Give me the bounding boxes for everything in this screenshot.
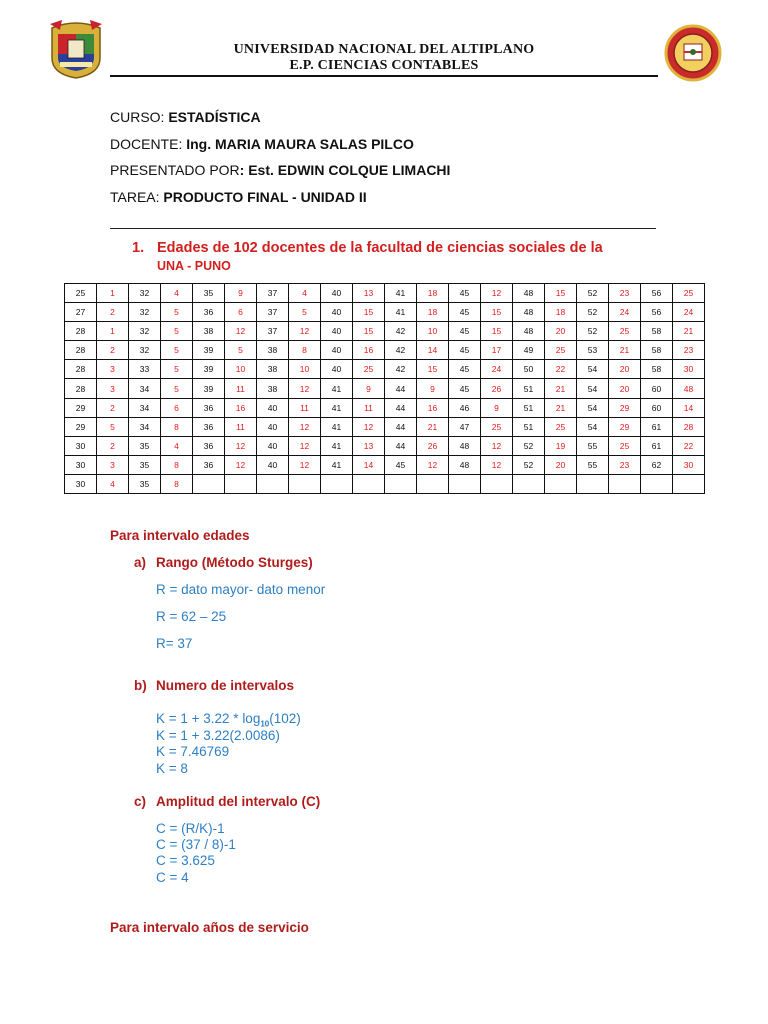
table-cell: 20 xyxy=(545,455,577,474)
table-cell: 12 xyxy=(481,455,513,474)
table-cell: 3 xyxy=(97,455,129,474)
table-row xyxy=(65,360,705,379)
course-label: CURSO: xyxy=(110,109,169,125)
table-cell: 25 xyxy=(545,417,577,436)
table-cell: 26 xyxy=(417,436,449,455)
table-cell: 25 xyxy=(609,436,641,455)
formula-line: C = (R/K)-1 xyxy=(156,821,225,836)
table-cell: 51 xyxy=(513,417,545,436)
table-cell: 23 xyxy=(609,455,641,474)
table-cell: 24 xyxy=(673,303,705,322)
table-cell: 14 xyxy=(353,455,385,474)
table-cell: 11 xyxy=(289,398,321,417)
table-cell: 40 xyxy=(321,284,353,303)
table-cell: 6 xyxy=(225,303,257,322)
table-row xyxy=(65,303,705,322)
table-cell: 61 xyxy=(641,417,673,436)
table-cell: 3 xyxy=(97,360,129,379)
faculty-seal-icon xyxy=(664,24,722,82)
table-cell: 51 xyxy=(513,379,545,398)
table-cell: 12 xyxy=(481,284,513,303)
table-cell: 38 xyxy=(257,360,289,379)
table-cell: 45 xyxy=(449,341,481,360)
table-cell: 49 xyxy=(513,341,545,360)
table-cell: 44 xyxy=(385,436,417,455)
table-cell: 45 xyxy=(449,360,481,379)
table-cell: 27 xyxy=(65,303,97,322)
table-cell: 46 xyxy=(449,398,481,417)
section-heading-ages: Para intervalo edades xyxy=(110,528,250,543)
table-cell: 36 xyxy=(193,303,225,322)
table-cell: 18 xyxy=(417,303,449,322)
table-cell: 34 xyxy=(129,379,161,398)
table-cell: 10 xyxy=(225,360,257,379)
table-row xyxy=(65,398,705,417)
table-cell: 37 xyxy=(257,303,289,322)
table-cell: 21 xyxy=(417,417,449,436)
table-cell: 15 xyxy=(481,303,513,322)
table-cell: 14 xyxy=(417,341,449,360)
table-cell xyxy=(353,474,385,493)
table-cell: 28 xyxy=(673,417,705,436)
table-cell: 42 xyxy=(385,322,417,341)
table-cell: 4 xyxy=(161,436,193,455)
table-cell xyxy=(449,474,481,493)
table-cell xyxy=(545,474,577,493)
table-cell: 30 xyxy=(65,455,97,474)
table-cell: 52 xyxy=(577,303,609,322)
table-cell: 25 xyxy=(609,322,641,341)
table-cell: 52 xyxy=(577,284,609,303)
table-cell: 62 xyxy=(641,455,673,474)
table-cell xyxy=(513,474,545,493)
table-cell: 10 xyxy=(289,360,321,379)
table-cell: 41 xyxy=(321,398,353,417)
table-cell: 15 xyxy=(481,322,513,341)
table-cell xyxy=(321,474,353,493)
table-cell: 48 xyxy=(449,455,481,474)
item-label: b) xyxy=(134,678,147,693)
table-cell: 11 xyxy=(353,398,385,417)
table-cell: 15 xyxy=(545,284,577,303)
table-cell: 5 xyxy=(225,341,257,360)
table-cell: 9 xyxy=(481,398,513,417)
table-cell: 15 xyxy=(417,360,449,379)
item-label: c) xyxy=(134,794,147,809)
table-cell: 12 xyxy=(289,379,321,398)
formula-line: K = 7.46769 xyxy=(156,744,230,759)
table-cell: 12 xyxy=(289,436,321,455)
table-cell: 44 xyxy=(385,417,417,436)
table-cell: 13 xyxy=(353,436,385,455)
table-cell: 60 xyxy=(641,398,673,417)
table-cell: 12 xyxy=(225,322,257,341)
table-cell: 5 xyxy=(161,360,193,379)
table-cell: 54 xyxy=(577,417,609,436)
table-cell: 41 xyxy=(321,417,353,436)
table-cell: 1 xyxy=(97,322,129,341)
course-value: ESTADÍSTICA xyxy=(168,109,261,125)
table-cell: 38 xyxy=(257,341,289,360)
table-cell: 25 xyxy=(353,360,385,379)
table-cell: 29 xyxy=(65,398,97,417)
table-cell: 12 xyxy=(225,455,257,474)
table-cell: 45 xyxy=(449,303,481,322)
table-cell: 54 xyxy=(577,360,609,379)
task-label: TAREA: xyxy=(110,189,164,205)
table-row xyxy=(65,379,705,398)
table-cell xyxy=(417,474,449,493)
formula-line: R= 37 xyxy=(156,636,193,651)
table-cell: 41 xyxy=(385,303,417,322)
table-cell: 8 xyxy=(161,474,193,493)
table-cell: 9 xyxy=(417,379,449,398)
table-cell: 40 xyxy=(257,417,289,436)
table-cell: 32 xyxy=(129,322,161,341)
table-cell: 21 xyxy=(609,341,641,360)
table-cell: 48 xyxy=(513,303,545,322)
table-cell: 35 xyxy=(193,284,225,303)
course-line xyxy=(110,109,261,125)
table-row xyxy=(65,417,705,436)
table-cell: 34 xyxy=(129,417,161,436)
table-cell xyxy=(641,474,673,493)
table-cell: 39 xyxy=(193,360,225,379)
table-cell xyxy=(225,474,257,493)
item-label: a) xyxy=(134,555,147,570)
table-cell: 15 xyxy=(353,322,385,341)
table-cell: 41 xyxy=(321,379,353,398)
formula-part: (102) xyxy=(269,711,301,726)
table-cell: 28 xyxy=(65,322,97,341)
table-cell: 13 xyxy=(353,284,385,303)
table-cell: 25 xyxy=(481,417,513,436)
table-cell xyxy=(193,474,225,493)
table-cell: 37 xyxy=(257,284,289,303)
table-cell: 32 xyxy=(129,284,161,303)
question-subtitle: UNA - PUNO xyxy=(157,259,231,273)
table-cell: 36 xyxy=(193,417,225,436)
table-cell xyxy=(673,474,705,493)
table-cell: 3 xyxy=(97,379,129,398)
table-cell: 11 xyxy=(225,417,257,436)
table-cell xyxy=(577,474,609,493)
question-title xyxy=(132,240,603,257)
table-cell: 60 xyxy=(641,379,673,398)
table-cell: 15 xyxy=(353,303,385,322)
table-cell: 12 xyxy=(289,417,321,436)
table-cell: 18 xyxy=(545,303,577,322)
teacher-line xyxy=(110,136,414,152)
table-cell: 32 xyxy=(129,303,161,322)
table-cell: 45 xyxy=(385,455,417,474)
table-cell: 4 xyxy=(289,284,321,303)
table-cell xyxy=(385,474,417,493)
table-cell: 61 xyxy=(641,436,673,455)
task-value: PRODUCTO FINAL - UNIDAD II xyxy=(163,189,367,205)
table-cell: 29 xyxy=(609,417,641,436)
table-cell: 21 xyxy=(673,322,705,341)
table-cell: 40 xyxy=(321,322,353,341)
table-cell: 52 xyxy=(513,436,545,455)
table-cell: 23 xyxy=(609,284,641,303)
table-cell: 40 xyxy=(321,303,353,322)
university-crest-icon xyxy=(46,18,106,80)
presented-label: PRESENTADO POR xyxy=(110,162,240,178)
table-cell: 40 xyxy=(257,455,289,474)
table-cell: 28 xyxy=(65,379,97,398)
item-title: Amplitud del intervalo (C) xyxy=(156,794,321,809)
table-cell: 44 xyxy=(385,379,417,398)
table-cell: 34 xyxy=(129,398,161,417)
table-cell: 6 xyxy=(161,398,193,417)
table-cell: 48 xyxy=(673,379,705,398)
table-row xyxy=(65,436,705,455)
table-cell: 41 xyxy=(321,436,353,455)
table-cell: 36 xyxy=(193,455,225,474)
table-cell xyxy=(257,474,289,493)
table-cell: 5 xyxy=(97,417,129,436)
table-cell: 2 xyxy=(97,436,129,455)
table-cell: 2 xyxy=(97,341,129,360)
table-cell: 5 xyxy=(161,322,193,341)
formula-subscript: 10 xyxy=(260,719,270,729)
table-cell: 40 xyxy=(321,341,353,360)
table-cell: 8 xyxy=(289,341,321,360)
table-cell: 22 xyxy=(673,436,705,455)
table-cell: 14 xyxy=(673,398,705,417)
table-cell: 32 xyxy=(129,341,161,360)
table-cell: 12 xyxy=(225,436,257,455)
table-cell: 52 xyxy=(577,322,609,341)
table-cell: 54 xyxy=(577,398,609,417)
table-cell: 40 xyxy=(257,436,289,455)
item-title: Numero de intervalos xyxy=(156,678,295,693)
header-divider xyxy=(110,75,658,77)
table-cell: 12 xyxy=(481,436,513,455)
table-cell: 25 xyxy=(673,284,705,303)
table-cell: 25 xyxy=(545,341,577,360)
table-cell: 4 xyxy=(97,474,129,493)
item-title: Rango (Método Sturges) xyxy=(156,555,313,570)
task-line xyxy=(110,189,367,205)
table-cell: 33 xyxy=(129,360,161,379)
table-cell: 39 xyxy=(193,341,225,360)
table-cell: 56 xyxy=(641,303,673,322)
table-cell: 35 xyxy=(129,474,161,493)
table-cell: 41 xyxy=(321,455,353,474)
table-cell: 1 xyxy=(97,284,129,303)
table-cell: 37 xyxy=(257,322,289,341)
question-number: 1. xyxy=(132,240,145,256)
table-row xyxy=(65,284,705,303)
formula-line: R = 62 – 25 xyxy=(156,609,227,624)
table-cell: 48 xyxy=(449,436,481,455)
table-cell: 19 xyxy=(545,436,577,455)
table-row xyxy=(65,322,705,341)
table-cell: 54 xyxy=(577,379,609,398)
table-cell: 58 xyxy=(641,341,673,360)
table-cell: 5 xyxy=(161,379,193,398)
table-cell: 21 xyxy=(545,398,577,417)
table-cell: 41 xyxy=(385,284,417,303)
table-cell: 25 xyxy=(65,284,97,303)
table-cell: 35 xyxy=(129,455,161,474)
formula-line: C = (37 / 8)-1 xyxy=(156,837,236,852)
table-cell: 29 xyxy=(65,417,97,436)
table-cell: 39 xyxy=(193,379,225,398)
table-row xyxy=(65,455,705,474)
formula-line: K = 1 + 3.22(2.0086) xyxy=(156,728,280,743)
ages-table xyxy=(64,283,705,494)
table-cell: 2 xyxy=(97,398,129,417)
table-cell: 8 xyxy=(161,455,193,474)
table-cell: 5 xyxy=(161,303,193,322)
table-cell: 50 xyxy=(513,360,545,379)
table-cell: 12 xyxy=(289,455,321,474)
table-cell: 24 xyxy=(481,360,513,379)
table-cell: 42 xyxy=(385,360,417,379)
table-cell: 30 xyxy=(65,474,97,493)
table-cell: 5 xyxy=(289,303,321,322)
table-cell: 21 xyxy=(545,379,577,398)
table-cell: 16 xyxy=(225,398,257,417)
table-cell: 9 xyxy=(353,379,385,398)
info-divider xyxy=(110,228,656,229)
teacher-value: Ing. MARIA MAURA SALAS PILCO xyxy=(186,136,414,152)
table-cell: 36 xyxy=(193,398,225,417)
table-cell: 4 xyxy=(161,284,193,303)
document-header xyxy=(0,0,768,90)
table-cell xyxy=(481,474,513,493)
table-cell xyxy=(609,474,641,493)
table-cell: 42 xyxy=(385,341,417,360)
table-cell: 11 xyxy=(225,379,257,398)
table-cell xyxy=(289,474,321,493)
table-row xyxy=(65,474,705,493)
table-cell: 40 xyxy=(257,398,289,417)
table-cell: 55 xyxy=(577,455,609,474)
table-cell: 18 xyxy=(417,284,449,303)
table-cell: 10 xyxy=(417,322,449,341)
item-amplitude xyxy=(134,794,320,809)
table-cell: 8 xyxy=(161,417,193,436)
formula-part: K = 1 + 3.22 * log xyxy=(156,711,261,726)
table-cell: 28 xyxy=(65,341,97,360)
presented-value: : Est. EDWIN COLQUE LIMACHI xyxy=(239,162,451,178)
table-cell: 48 xyxy=(513,284,545,303)
teacher-label: DOCENTE: xyxy=(110,136,187,152)
table-cell: 35 xyxy=(129,436,161,455)
presented-line xyxy=(110,162,450,178)
table-cell: 58 xyxy=(641,360,673,379)
table-cell: 24 xyxy=(609,303,641,322)
table-cell: 45 xyxy=(449,284,481,303)
table-cell: 47 xyxy=(449,417,481,436)
table-cell: 45 xyxy=(449,379,481,398)
table-cell: 38 xyxy=(193,322,225,341)
table-cell: 23 xyxy=(673,341,705,360)
table-cell: 28 xyxy=(65,360,97,379)
formula-line: C = 4 xyxy=(156,870,189,885)
table-cell: 36 xyxy=(193,436,225,455)
table-cell: 38 xyxy=(257,379,289,398)
table-cell: 20 xyxy=(545,322,577,341)
formula-line: R = dato mayor- dato menor xyxy=(156,582,326,597)
table-cell: 40 xyxy=(321,360,353,379)
table-cell: 45 xyxy=(449,322,481,341)
table-cell: 58 xyxy=(641,322,673,341)
table-cell: 30 xyxy=(65,436,97,455)
table-cell: 48 xyxy=(513,322,545,341)
table-cell: 22 xyxy=(545,360,577,379)
table-cell: 12 xyxy=(417,455,449,474)
table-cell: 17 xyxy=(481,341,513,360)
table-cell: 26 xyxy=(481,379,513,398)
table-cell: 51 xyxy=(513,398,545,417)
table-cell: 20 xyxy=(609,379,641,398)
university-name: UNIVERSIDAD NACIONAL DEL ALTIPLANO xyxy=(233,42,535,57)
table-cell: 30 xyxy=(673,455,705,474)
table-cell: 5 xyxy=(161,341,193,360)
question-text: Edades de 102 docentes de la facultad de ciencias sociales de la xyxy=(157,240,603,256)
school-name: E.P. CIENCIAS CONTABLES xyxy=(289,58,479,73)
item-intervals xyxy=(134,678,294,693)
formula-line: K = 8 xyxy=(156,761,188,776)
table-cell: 53 xyxy=(577,341,609,360)
table-cell: 20 xyxy=(609,360,641,379)
table-cell: 2 xyxy=(97,303,129,322)
table-cell: 55 xyxy=(577,436,609,455)
table-cell: 30 xyxy=(673,360,705,379)
section-heading-service: Para intervalo años de servicio xyxy=(110,920,309,935)
table-cell: 16 xyxy=(417,398,449,417)
table-cell: 16 xyxy=(353,341,385,360)
table-cell: 44 xyxy=(385,398,417,417)
table-cell: 29 xyxy=(609,398,641,417)
item-range xyxy=(134,555,313,570)
table-cell: 12 xyxy=(289,322,321,341)
table-cell: 52 xyxy=(513,455,545,474)
table-cell: 9 xyxy=(225,284,257,303)
table-cell: 56 xyxy=(641,284,673,303)
formula-line: C = 3.625 xyxy=(156,853,215,868)
table-cell: 12 xyxy=(353,417,385,436)
table-row xyxy=(65,341,705,360)
